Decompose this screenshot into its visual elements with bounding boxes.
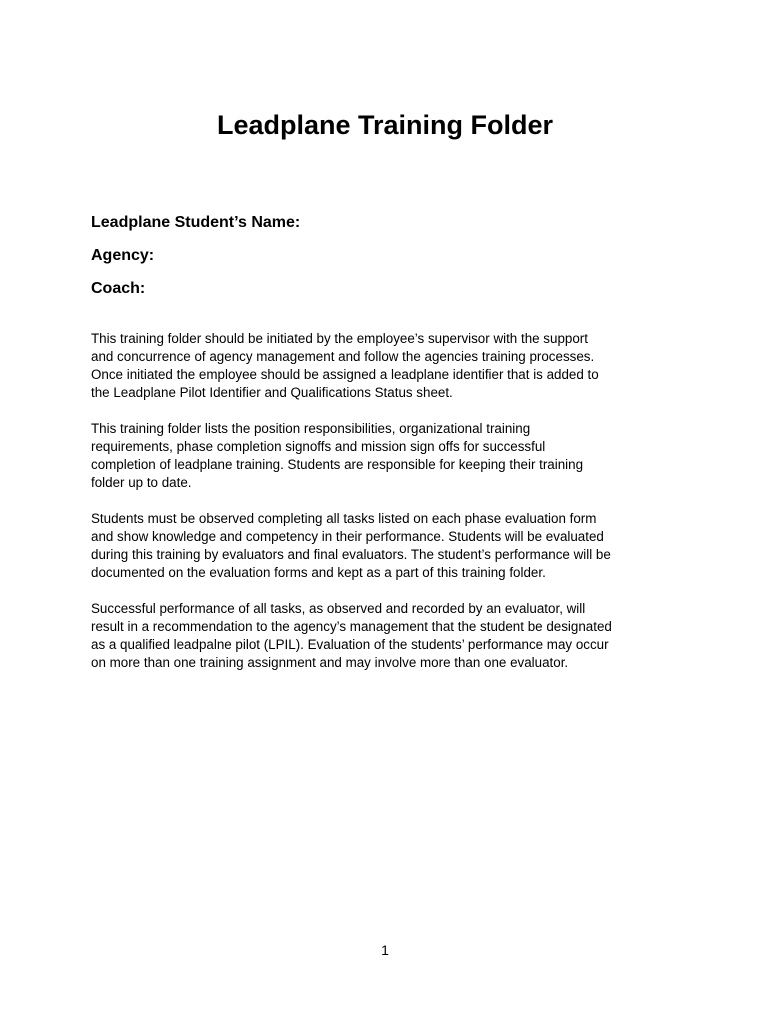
student-name-label: Leadplane Student’s Name: (91, 214, 301, 231)
paragraph-line: requirements, phase completion signoffs and mission sign offs for successful (91, 439, 546, 454)
student-info-fields (91, 213, 691, 312)
paragraph-recommendation (91, 600, 691, 672)
paragraph-line: Successful performance of all tasks, as observed and recorded by an evaluator, will (91, 601, 586, 616)
paragraph-line: as a qualified leadpalne pilot (LPIL). Evaluation of the students’ performance may occur (91, 637, 609, 652)
paragraph-line: the Leadplane Pilot Identifier and Qualifications Status sheet. (91, 385, 453, 400)
paragraph-line: and concurrence of agency management and follow the agencies training processes. (91, 349, 595, 364)
paragraph-line: completion of leadplane training. Students are responsible for keeping their training (91, 457, 584, 472)
paragraph-contents (91, 420, 691, 492)
paragraph-line: result in a recommendation to the agency’s management that the student be designated (91, 619, 612, 634)
paragraph-line: documented on the evaluation forms and kept as a part of this training folder. (91, 565, 546, 580)
paragraph-line: This training folder should be initiated by the employee’s supervisor with the support (91, 331, 588, 346)
body-text (91, 330, 691, 690)
paragraph-line: Once initiated the employee should be assigned a leadplane identifier that is added to (91, 367, 599, 382)
agency-label: Agency: (91, 247, 155, 264)
paragraph-line: and show knowledge and competency in their performance. Students will be evaluated (91, 529, 604, 544)
paragraph-line: Students must be observed completing all tasks listed on each phase evaluation form (91, 511, 597, 526)
paragraph-line: This training folder lists the position responsibilities, organizational training (91, 421, 531, 436)
document-title: Leadplane Training Folder (216, 110, 554, 140)
page-number: 1 (381, 942, 389, 958)
paragraph-line: during this training by evaluators and final evaluators. The student’s performance will be (91, 547, 611, 562)
paragraph-evaluation (91, 510, 691, 582)
paragraph-initiation (91, 330, 691, 402)
paragraph-line: folder up to date. (91, 475, 192, 490)
paragraph-line: on more than one training assignment and may involve more than one evaluator. (91, 655, 569, 670)
coach-label: Coach: (91, 280, 146, 297)
